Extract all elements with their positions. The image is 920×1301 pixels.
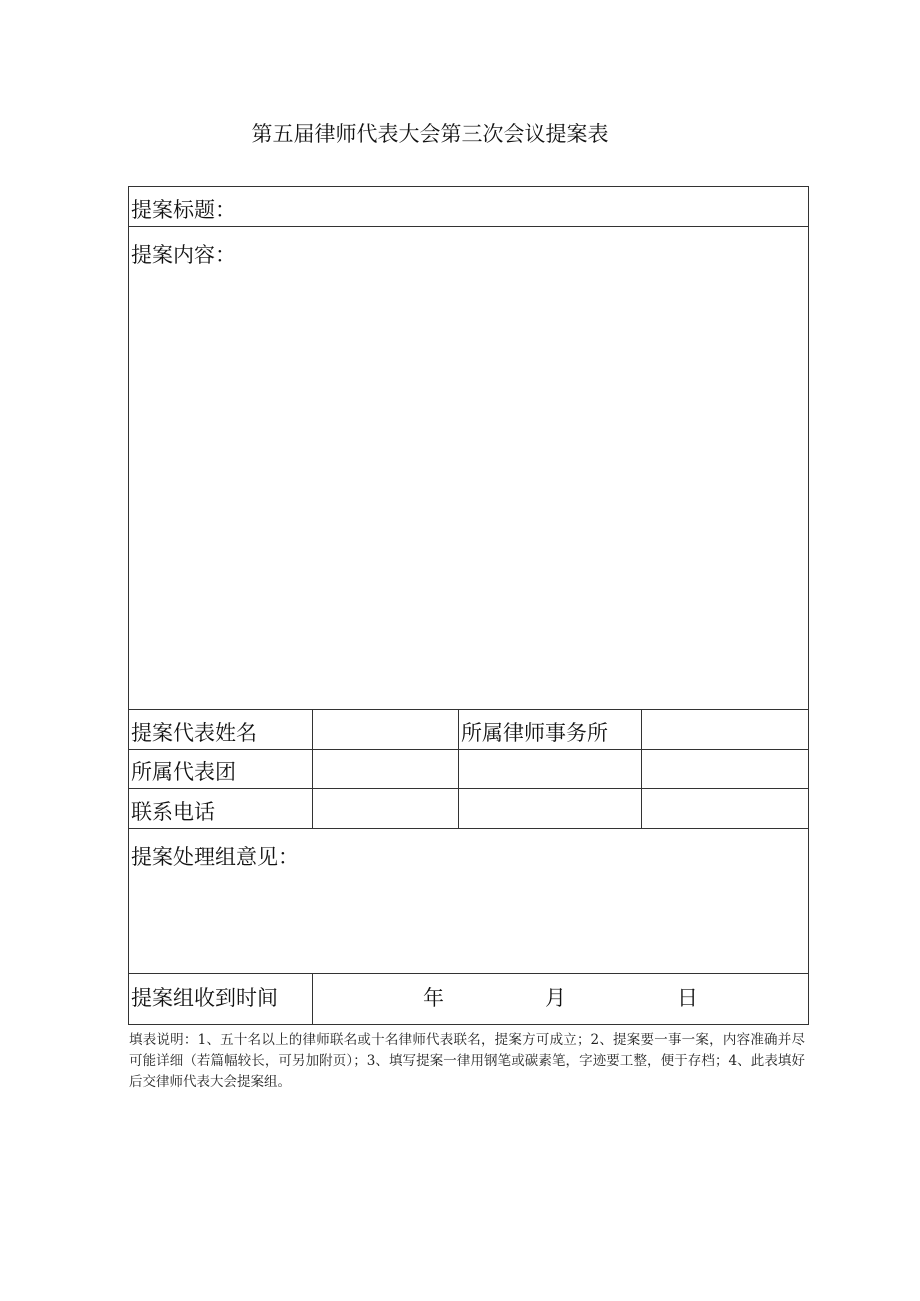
proposal-title-row xyxy=(129,187,809,227)
delegation-label-cell xyxy=(129,750,313,789)
processing-opinion-field[interactable] xyxy=(129,829,809,974)
delegation-input-2[interactable] xyxy=(459,750,642,789)
date-month-label: 月 xyxy=(545,986,566,1010)
receipt-date-field[interactable] xyxy=(313,974,809,1025)
page-title: 第五届律师代表大会第三次会议提案表 xyxy=(251,122,609,146)
receipt-time-label: 提案组收到时间 xyxy=(131,986,278,1010)
delegation-label: 所属代表团 xyxy=(131,760,236,784)
proposal-title-label: 提案标题： xyxy=(131,198,236,222)
phone-row xyxy=(129,789,809,829)
proposal-title-field[interactable] xyxy=(129,187,809,227)
proposal-content-row xyxy=(129,227,809,710)
delegation-input-1[interactable] xyxy=(313,750,459,789)
phone-label: 联系电话 xyxy=(131,800,215,824)
date-year-label: 年 xyxy=(423,986,444,1010)
processing-opinion-label: 提案处理组意见： xyxy=(131,845,299,869)
proposal-content-field[interactable] xyxy=(129,227,809,710)
law-firm-label: 所属律师事务所 xyxy=(461,721,608,745)
processing-opinion-row xyxy=(129,829,809,974)
phone-input-2[interactable] xyxy=(459,789,642,829)
filling-instructions: 填表说明：1、五十名以上的律师联名或十名律师代表联名，提案方可成立；2、提案要一事一案，内容准确并尽可能详细（若篇幅较长，可另加附页）；3、填写提案一律用钢笔或碳素笔，字迹要工整，便于存档；4、此表填好后交律师代表大会提案组。 xyxy=(129,1032,805,1090)
representative-name-input[interactable] xyxy=(313,710,459,750)
representative-row xyxy=(129,710,809,750)
law-firm-input[interactable] xyxy=(642,710,809,750)
phone-input-1[interactable] xyxy=(313,789,459,829)
receipt-time-row xyxy=(129,974,809,1025)
proposal-content-label: 提案内容： xyxy=(131,243,236,267)
date-day-label: 日 xyxy=(677,986,698,1010)
phone-input-3[interactable] xyxy=(642,789,809,829)
receipt-time-label-cell xyxy=(129,974,313,1025)
representative-name-label-cell xyxy=(129,710,313,750)
delegation-row xyxy=(129,750,809,789)
phone-label-cell xyxy=(129,789,313,829)
delegation-input-3[interactable] xyxy=(642,750,809,789)
law-firm-label-cell xyxy=(459,710,642,750)
proposal-form-table xyxy=(128,186,809,1025)
representative-name-label: 提案代表姓名 xyxy=(131,721,257,745)
